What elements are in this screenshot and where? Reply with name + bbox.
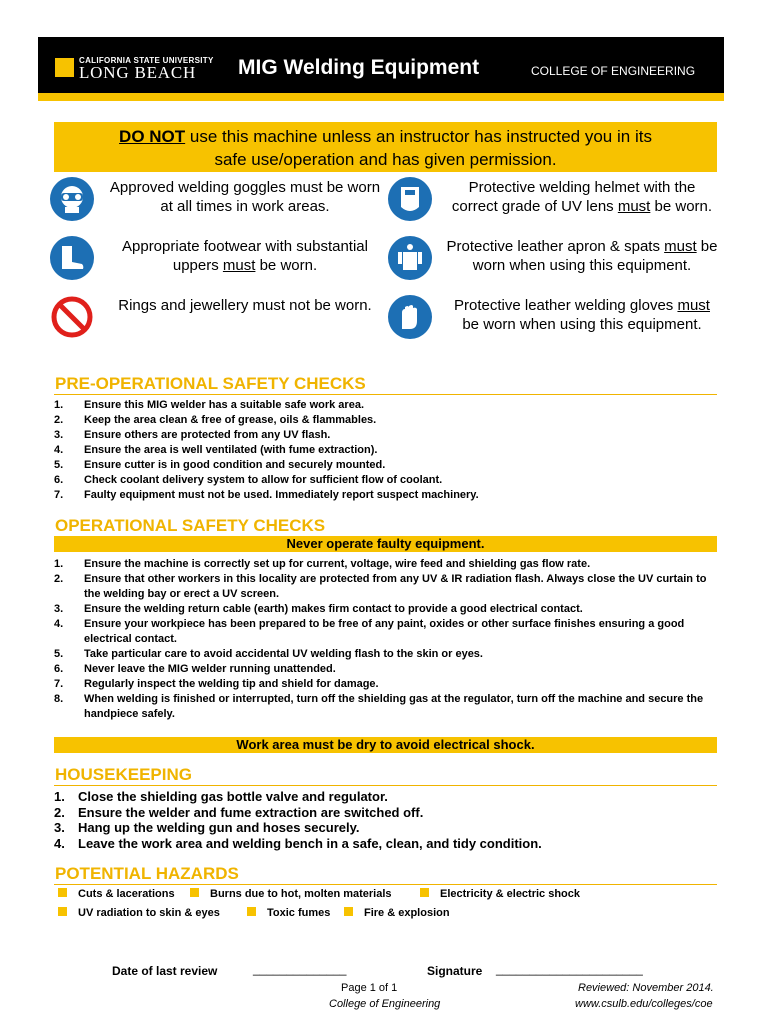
hazard-fumes: Toxic fumes <box>267 907 331 919</box>
pre-op-heading: PRE-OPERATIONAL SAFETY CHECKS <box>55 374 366 393</box>
hazard-bullet-icon <box>247 907 256 916</box>
list-item: 7. Regularly inspect the welding tip and shield for damage. <box>54 678 379 690</box>
warning-line1: use this machine unless an instructor has instructed you in its <box>185 127 652 146</box>
hazard-bullet-icon <box>190 888 199 897</box>
list-item: 4. Ensure the area is well ventilated (with fume extraction). <box>54 444 378 456</box>
date-label: Date of last review <box>112 964 218 978</box>
list-item: 1. Close the shielding gas bottle valve and regulator. <box>54 789 388 804</box>
warning-line2: safe use/operation and has given permission. <box>214 150 557 169</box>
helmet-text: Protective welding helmet with the correct grade of UV lens must be worn. <box>451 179 713 215</box>
housekeeping-rule <box>54 785 717 786</box>
hazard-burns: Burns due to hot, molten materials <box>210 888 392 900</box>
safety-boot-icon <box>50 236 94 280</box>
hazard-fire: Fire & explosion <box>364 907 450 919</box>
list-item: 5. Ensure cutter is in good condition and securely mounted. <box>54 459 386 471</box>
warning-banner <box>54 122 717 172</box>
signature-line: ______________________ <box>496 962 643 976</box>
hazard-bullet-icon <box>58 907 67 916</box>
hazard-cuts: Cuts & lacerations <box>78 888 175 900</box>
pre-op-list <box>54 398 717 503</box>
list-item: 2. Ensure that other workers in this locality are protected from any UV & IR radiation flash. Always close the UV curtain to the welding bay or erect a UV screen. <box>54 573 707 600</box>
list-item: 7. Faulty equipment must not be used. Immediately report suspect machinery. <box>54 489 479 501</box>
list-item: 1. Ensure this MIG welder has a suitable safe work area. <box>54 399 364 411</box>
page-title: MIG Welding Equipment <box>238 56 480 79</box>
date-line: ______________ <box>253 962 347 976</box>
footer-url: www.csulb.edu/colleges/coe <box>575 998 713 1010</box>
hazards-rule <box>54 884 717 885</box>
op-heading: OPERATIONAL SAFETY CHECKS <box>55 516 326 535</box>
hazard-bullet-icon <box>420 888 429 897</box>
list-item: 2. Ensure the welder and fume extraction are switched off. <box>54 804 424 820</box>
no-jewellery-icon <box>50 295 94 339</box>
hazard-bullet-icon <box>58 888 67 897</box>
rings-text: Rings and jewellery must not be worn. <box>118 297 372 314</box>
gloves-text: Protective leather welding gloves must be worn when using this equipment. <box>454 297 710 333</box>
list-item: 4. Ensure your workpiece has been prepared to be free of any paint, oxides or other surface finishes ensuring a good electrical contact. <box>54 618 685 645</box>
reviewed-date: Reviewed: November 2014. <box>578 982 714 994</box>
university-name-line1: CALIFORNIA STATE UNIVERSITY <box>79 56 214 65</box>
list-item: 3. Hang up the welding gun and hoses securely. <box>54 820 360 835</box>
goggles-text: Approved welding goggles must be worn at all times in work areas. <box>109 179 381 215</box>
hazard-uv: UV radiation to skin & eyes <box>78 907 220 919</box>
list-item: 6. Check coolant delivery system to allow for sufficient flow of coolant. <box>54 474 443 486</box>
list-item: 3. Ensure others are protected from any UV flash. <box>54 429 331 441</box>
pre-op-rule <box>54 394 717 395</box>
gloves-icon <box>388 295 432 339</box>
apron-icon <box>388 236 432 280</box>
op-list <box>54 557 717 722</box>
housekeeping-heading: HOUSEKEEPING <box>55 765 192 784</box>
university-logo-mark <box>55 58 74 77</box>
page-number: Page 1 of 1 <box>341 982 398 994</box>
list-item: 6. Never leave the MIG welder running unattended. <box>54 663 336 675</box>
never-operate-banner: Never operate faulty equipment. <box>54 536 717 552</box>
list-item: 8. When welding is finished or interrupted, turn off the shielding gas at the regulator, turn off the machine and secure the handpiece safely. <box>54 693 704 720</box>
university-name-line2: LONG BEACH <box>79 63 197 82</box>
list-item: 1. Ensure the machine is correctly set up for current, voltage, wire feed and shielding gas flow rate. <box>54 558 591 570</box>
list-item: 2. Keep the area clean & free of grease, oils & flammables. <box>54 414 377 426</box>
housekeeping-list <box>54 789 717 851</box>
list-item: 3. Ensure the welding return cable (earth) makes firm contact to provide a good electrical contact. <box>54 603 583 615</box>
hazard-bullet-icon <box>344 907 353 916</box>
header-banner <box>38 37 724 101</box>
hazards-heading: POTENTIAL HAZARDS <box>55 864 239 883</box>
apron-text: Protective leather apron & spats must be worn when using this equipment. <box>446 238 718 274</box>
footwear-text: Appropriate footwear with substantial uppers must be worn. <box>122 238 368 274</box>
list-item: 4. Leave the work area and welding bench in a safe, clean, and tidy condition. <box>54 835 542 851</box>
signature-label: Signature <box>427 964 483 978</box>
college-name: COLLEGE OF ENGINEERING <box>531 64 696 78</box>
footer-college: College of Engineering <box>329 998 441 1010</box>
dry-area-banner: Work area must be dry to avoid electrical shock. <box>54 737 717 753</box>
hazard-electricity: Electricity & electric shock <box>440 888 581 900</box>
header-gold-stripe <box>38 93 724 101</box>
list-item: 5. Take particular care to avoid accidental UV welding flash to the skin or eyes. <box>54 648 483 660</box>
goggles-icon <box>50 177 94 221</box>
warning-do-not: DO NOT <box>119 127 186 146</box>
welding-helmet-icon <box>388 177 432 221</box>
